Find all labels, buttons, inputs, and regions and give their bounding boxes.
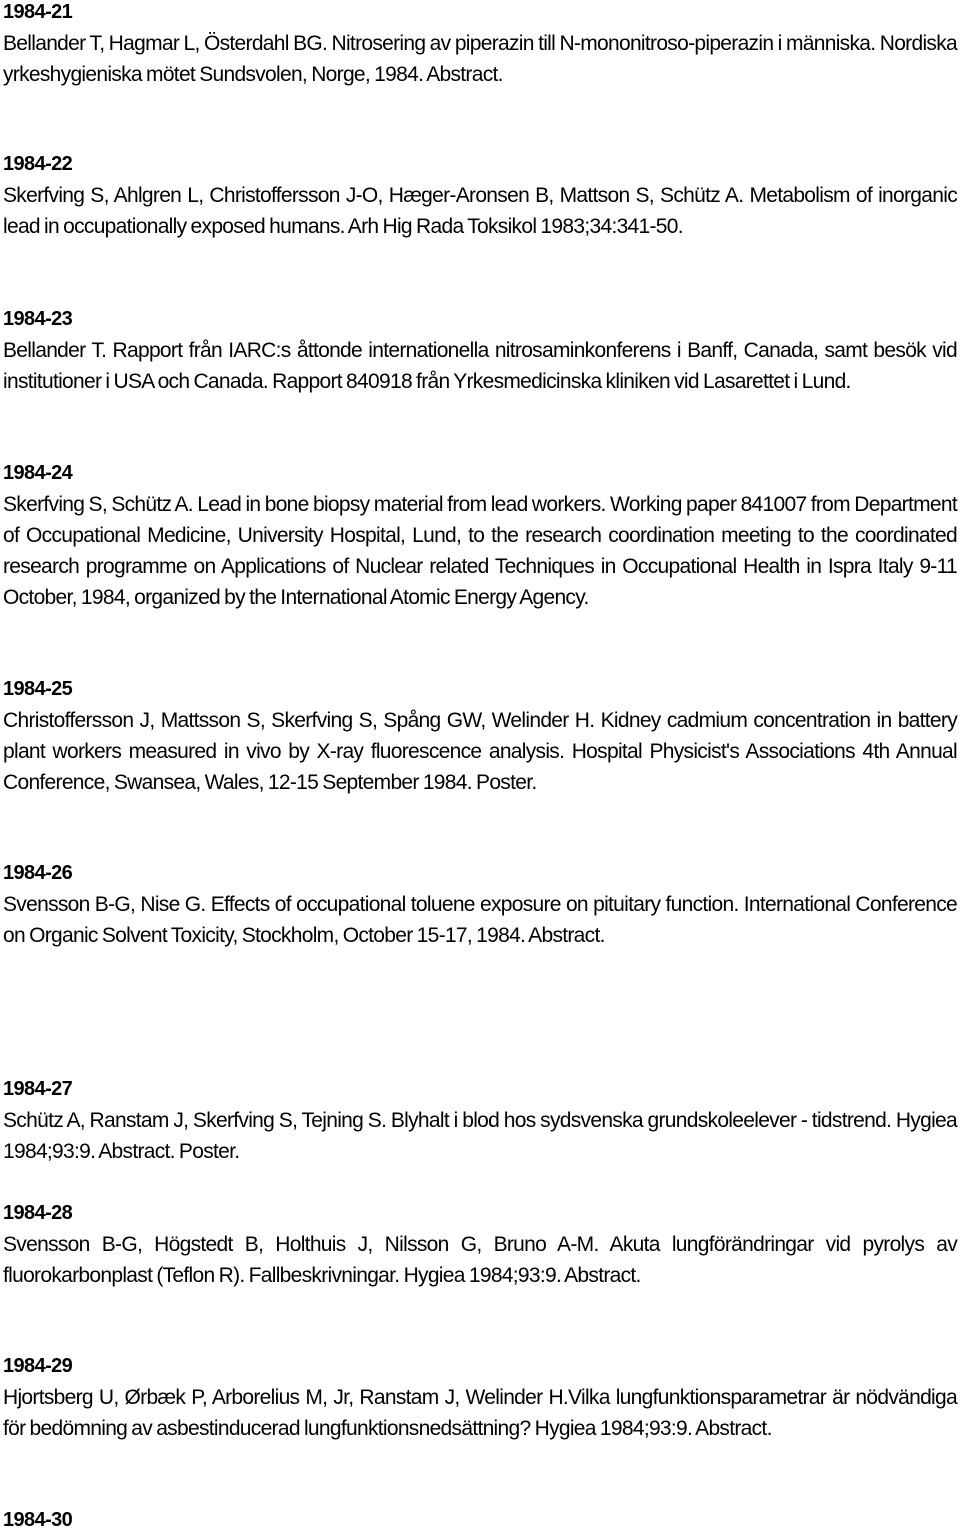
entry-text: Skerfving S, Schütz A. Lead in bone biopsy material from lead workers. Working paper 841007 from Department of Occupational Medicine, University Hospital, Lund, to the research coordination meeting to the coordinated research programme on Applications of Nuclear related Techniques in Occupational Health in Ispra Italy 9-11 October, 1984, organized by the International Atomic Energy Agency. bbox=[3, 493, 957, 609]
reference-entry bbox=[3, 304, 957, 397]
entry-text: Bellander T, Hagmar L, Österdahl BG. Nitrosering av piperazin till N-mononitroso-piperazin i människa. Nordiska yrkeshygieniska mötet Sundsvolen, Norge, 1984. Abstract. bbox=[3, 32, 957, 86]
entry-id: 1984-28 bbox=[3, 1202, 73, 1224]
entry-text: Skerfving S, Ahlgren L, Christoffersson J-O, Hæger-Aronsen B, Mattson S, Schütz A. Metabolism of inorganic lead in occupationally exposed humans. Arh Hig Rada Toksikol 1983;34:341-50. bbox=[3, 184, 957, 238]
reference-entry bbox=[3, 674, 957, 798]
entry-text: Svensson B-G, Högstedt B, Holthuis J, Nilsson G, Bruno A-M. Akuta lungförändringar vid pyrolys av fluorokarbonplast (Teflon R). Fallbeskrivningar. Hygiea 1984;93:9. Abstract. bbox=[3, 1233, 957, 1287]
entry-id: 1984-26 bbox=[3, 862, 73, 884]
entry-id: 1984-24 bbox=[3, 462, 73, 484]
entry-id: 1984-25 bbox=[3, 678, 73, 700]
entry-text: Bellander T. Rapport från IARC:s åttonde internationella nitrosaminkonferens i Banff, Canada, samt besök vid institutioner i USA och Canada. Rapport 840918 från Yrkesmedicinska kliniken vid Lasarettet i Lund. bbox=[3, 339, 957, 393]
entry-id: 1984-22 bbox=[3, 153, 73, 175]
entry-id: 1984-23 bbox=[3, 308, 73, 330]
entry-text: Schütz A, Ranstam J, Skerfving S, Tejning S. Blyhalt i blod hos sydsvenska grundskoleelever - tidstrend. Hygiea 1984;93:9. Abstract. Poster. bbox=[3, 1109, 957, 1163]
entry-id: 1984-30 bbox=[3, 1509, 73, 1531]
reference-entry bbox=[3, 1351, 957, 1444]
reference-entry bbox=[3, 458, 957, 613]
entry-text: Hjortsberg U, Ørbæk P, Arborelius M, Jr, Ranstam J, Welinder H.Vilka lungfunktionsparametrar är nödvändiga för bedömning av asbestinducerad lungfunktionsnedsättning? Hygiea 1984;93:9. Abstract. bbox=[3, 1386, 957, 1440]
reference-entry bbox=[3, 1074, 957, 1167]
reference-entry bbox=[3, 858, 957, 951]
entry-text: Svensson B-G, Nise G. Effects of occupational toluene exposure on pituitary function. International Conference on Organic Solvent Toxicity, Stockholm, October 15-17, 1984. Abstract. bbox=[3, 893, 957, 947]
reference-entry bbox=[3, 149, 957, 242]
reference-entry bbox=[3, 1198, 957, 1291]
entry-id: 1984-27 bbox=[3, 1078, 73, 1100]
reference-entry bbox=[3, 1505, 957, 1536]
entry-id: 1984-29 bbox=[3, 1355, 73, 1377]
entry-id: 1984-21 bbox=[3, 1, 73, 23]
entry-text: Christoffersson J, Mattsson S, Skerfving S, Spång GW, Welinder H. Kidney cadmium concentration in battery plant workers measured in vivo by X-ray fluorescence analysis. Hospital Physicist's Associations 4th Annual Conference, Swansea, Wales, 12-15 September 1984. Poster. bbox=[3, 709, 957, 794]
reference-entry bbox=[3, 0, 957, 90]
